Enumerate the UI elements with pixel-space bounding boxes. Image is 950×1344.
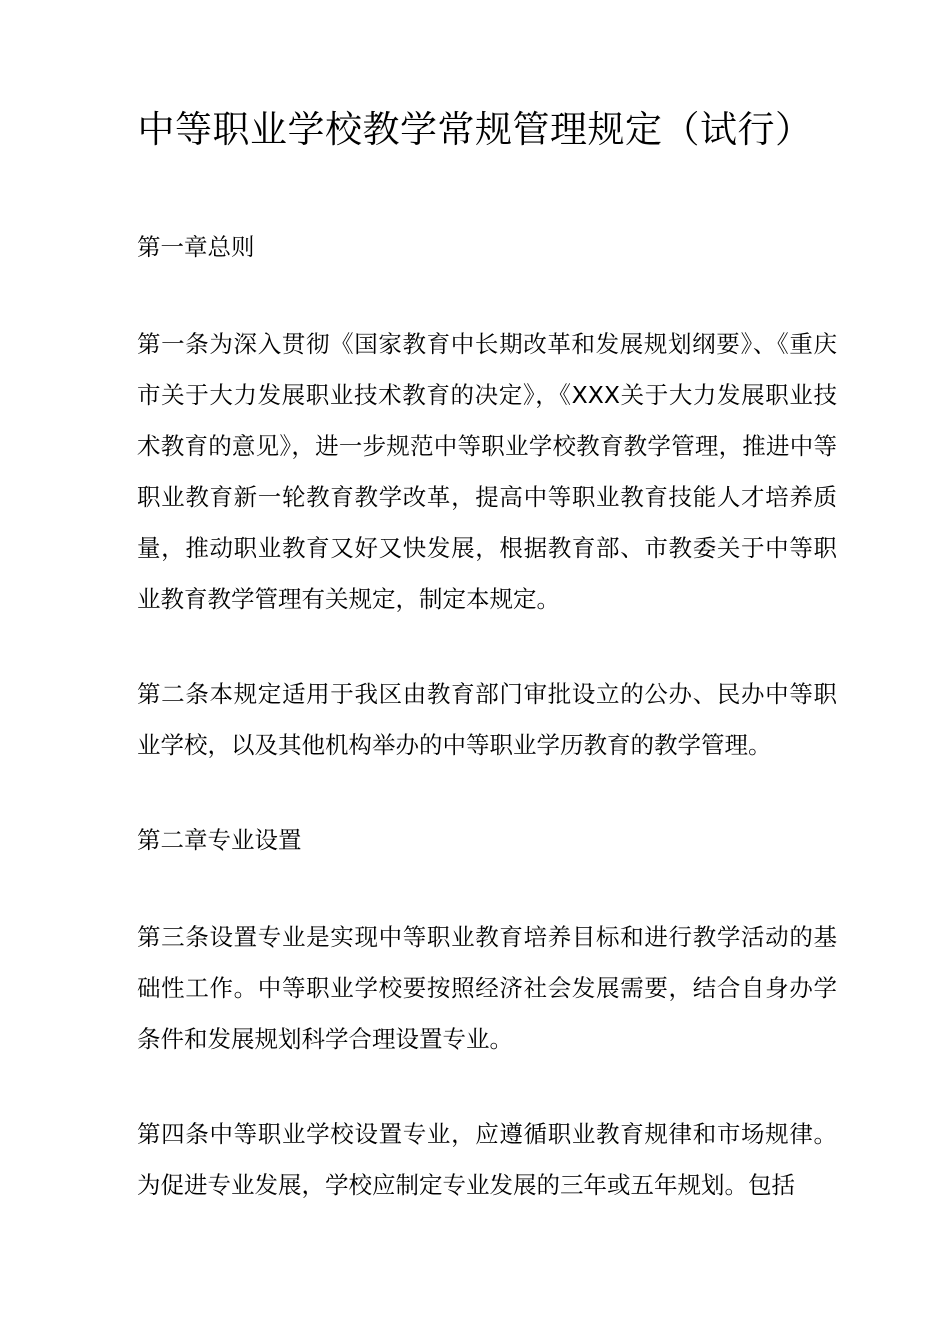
document-title: 中等职业学校教学常规管理规定（试行） [137, 108, 813, 151]
article-paragraph: 第一条为深入贯彻《国家教育中长期改革和发展规划纲要》、《重庆市关于大力发展职业技术教育的决定》，《XXX关于大力发展职业技术教育的意见》，进一步规范中等职业学校教育教学管理，推进中等职业教育新一轮教育教学改革，提高中等职业教育技能人才培养质量，推动职业教育又好又快发展，根据教育部、市教委关于中等职业教育教学管理有关规定，制定本规定。 [137, 330, 837, 613]
chapter-heading: 第一章总则 [137, 233, 255, 261]
chapter-heading: 第二章专业设置 [137, 826, 302, 854]
article-paragraph: 第三条设置专业是实现中等职业教育培养目标和进行教学活动的基础性工作。中等职业学校要按照经济社会发展需要，结合自身办学条件和发展规划科学合理设置专业。 [137, 923, 837, 1053]
article-paragraph: 第二条本规定适用于我区由教育部门审批设立的公办、民办中等职业学校，以及其他机构举办的中等职业学历教育的教学管理。 [137, 680, 837, 759]
document-body [137, 222, 837, 1255]
article-paragraph: 第四条中等职业学校设置专业，应遵循职业教育规律和市场规律。为促进专业发展，学校应制定专业发展的三年或五年规划。包括 [137, 1120, 837, 1199]
